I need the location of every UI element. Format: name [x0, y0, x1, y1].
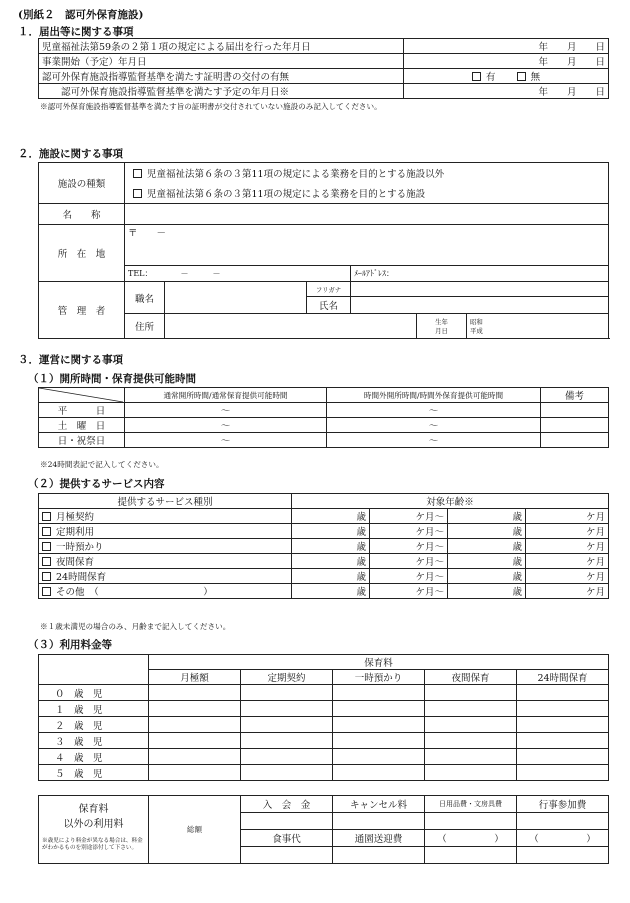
hours-row-saturday: 土 曜 日 — [39, 418, 125, 433]
hours-row-weekday: 平 日 — [39, 403, 125, 418]
fee-cell[interactable] — [241, 701, 333, 717]
start-date-label: 事業開始（予定）年月日 — [39, 54, 404, 69]
fee-age-label: １ 歳 児 — [39, 701, 149, 717]
age-to-years[interactable]: 歳 — [448, 569, 526, 584]
tel-field[interactable]: TEL： － － — [125, 266, 351, 282]
hours-subheading: （１）開所時間・保育提供可能時間 — [28, 373, 196, 385]
fee-col-24h: 24時間保育 — [517, 670, 609, 685]
manager-name-field[interactable] — [351, 297, 609, 314]
age-from-years[interactable]: 歳 — [292, 509, 370, 524]
type-option-1-text: 児童福祉法第６条の３第11項の規定による業務を目的とする施設以外 — [147, 169, 445, 180]
holiday-regular[interactable]: ～ — [125, 433, 327, 448]
other-fees-table — [38, 795, 609, 864]
fee-cell[interactable] — [517, 701, 609, 717]
section-2-heading: ２．施設に関する事項 — [18, 148, 123, 160]
age-from-months[interactable]: ケ月～ — [370, 584, 448, 599]
certificate-label: 認可外保育施設指導監督基準を満たす証明書の交付の有無 — [39, 69, 404, 84]
fee-cell[interactable] — [149, 717, 241, 733]
furigana-field[interactable] — [351, 282, 609, 297]
type-option-2[interactable] — [125, 183, 609, 204]
certificate-options[interactable] — [404, 69, 609, 84]
manager-label: 管 理 者 — [39, 282, 125, 339]
fee-cell[interactable] — [517, 733, 609, 749]
age-to-years[interactable]: 歳 — [448, 509, 526, 524]
section-3-heading: ３．運営に関する事項 — [18, 354, 123, 366]
age-to-years[interactable]: 歳 — [448, 524, 526, 539]
planned-date-label: 認可外保育施設指導監督基準を満たす予定の年月日※ — [39, 84, 404, 99]
service-row — [39, 569, 609, 584]
birth-label-2: 月日 — [435, 327, 448, 335]
weekday-remarks[interactable] — [541, 403, 609, 418]
age-to-months[interactable]: ケ月 — [526, 524, 609, 539]
supplies-fee-label: 日用品費・文房具費 — [425, 796, 517, 813]
fee-cell[interactable] — [425, 701, 517, 717]
hours-note: ※24時間表記で記入してください。 — [40, 460, 164, 469]
admission-fee-value[interactable] — [241, 813, 333, 830]
fees-corner — [39, 655, 149, 685]
meal-fee-label: 食事代 — [241, 830, 333, 847]
checkbox-yes[interactable] — [472, 72, 481, 81]
age-from-years[interactable]: 歳 — [292, 524, 370, 539]
fee-cell[interactable] — [241, 749, 333, 765]
fee-age-label: ５ 歳 児 — [39, 765, 149, 781]
service-checkbox[interactable] — [42, 512, 51, 521]
fee-cell[interactable] — [425, 765, 517, 781]
saturday-regular[interactable]: ～ — [125, 418, 327, 433]
weekday-overtime[interactable]: ～ — [327, 403, 541, 418]
saturday-overtime[interactable]: ～ — [327, 418, 541, 433]
fee-cell[interactable] — [425, 717, 517, 733]
service-row — [39, 554, 609, 569]
age-to-months[interactable]: ケ月 — [526, 584, 609, 599]
fee-cell[interactable] — [241, 765, 333, 781]
age-from-years[interactable]: 歳 — [292, 584, 370, 599]
age-to-months[interactable]: ケ月 — [526, 509, 609, 524]
type-label: 施設の種類 — [39, 163, 125, 204]
fee-row — [39, 765, 609, 781]
services-note: ※１歳未満児の場合のみ、月齢まで記入してください。 — [40, 622, 231, 631]
service-item[interactable] — [39, 584, 292, 599]
section-1-heading: １．届出等に関する事項 — [18, 26, 134, 38]
other-fees-label — [39, 796, 149, 864]
fee-row — [39, 685, 609, 701]
zip-field[interactable]: 〒 － — [125, 225, 609, 266]
weekday-regular[interactable]: ～ — [125, 403, 327, 418]
services-table — [38, 493, 609, 599]
event-fee-label: 行事参加費 — [517, 796, 609, 813]
hours-row-holiday: 日・祝祭日 — [39, 433, 125, 448]
service-checkbox[interactable] — [42, 542, 51, 551]
services-subheading: （２）提供するサービス内容 — [28, 478, 165, 490]
checkbox-no[interactable] — [517, 72, 526, 81]
section-1-note: ※認可外保育施設指導監督基準を満たす旨の証明書が交付されていない施設のみ記入してください。 — [40, 102, 382, 111]
era-showa: 昭和 — [470, 318, 483, 326]
service-label: その他 （ ） — [56, 587, 213, 598]
age-from-months[interactable]: ケ月～ — [370, 524, 448, 539]
age-from-years[interactable]: 歳 — [292, 539, 370, 554]
age-to-months[interactable]: ケ月 — [526, 539, 609, 554]
meal-fee-value[interactable] — [241, 847, 333, 864]
service-label: 一時預かり — [56, 542, 104, 553]
manager-name-label: 氏名 — [307, 297, 351, 314]
fee-cell[interactable] — [517, 685, 609, 701]
type-checkbox-1[interactable] — [133, 169, 142, 178]
job-label: 職名 — [125, 282, 165, 314]
planned-date-value[interactable]: 年 月 日 — [404, 84, 609, 99]
fee-cell[interactable] — [425, 685, 517, 701]
fee-cell[interactable] — [149, 765, 241, 781]
other-label-1: 保育料 — [78, 804, 109, 815]
service-checkbox[interactable] — [42, 527, 51, 536]
fee-row — [39, 749, 609, 765]
services-head-age: 対象年齢※ — [292, 494, 609, 509]
fee-cell[interactable] — [517, 749, 609, 765]
hours-col-regular: 通常開所時間/通常保育提供可能時間 — [125, 388, 327, 403]
service-label: 月極契約 — [56, 512, 95, 523]
fee-age-label: ２ 歳 児 — [39, 717, 149, 733]
event-fee-value[interactable] — [517, 813, 609, 830]
start-date-value[interactable]: 年 月 日 — [404, 54, 609, 69]
service-checkbox[interactable] — [42, 557, 51, 566]
age-to-years[interactable]: 歳 — [448, 539, 526, 554]
admission-fee-label: 入 会 金 — [241, 796, 333, 813]
fees-subheading: （３）利用料金等 — [28, 639, 112, 651]
services-head-type: 提供するサービス種別 — [39, 494, 292, 509]
hours-corner — [39, 388, 125, 403]
age-from-months[interactable]: ケ月～ — [370, 569, 448, 584]
fee-row — [39, 701, 609, 717]
age-to-years[interactable]: 歳 — [448, 554, 526, 569]
service-row — [39, 524, 609, 539]
other-fees-note: ※歳児により料金が異なる場合は、料金がわかるものを別途添付して下さい。 — [42, 838, 143, 851]
fee-cell[interactable] — [241, 717, 333, 733]
fee-cell[interactable] — [517, 717, 609, 733]
transport-fee-value[interactable] — [333, 847, 425, 864]
mail-field[interactable]: ﾒｰﾙｱﾄﾞﾚｽ： — [351, 266, 609, 282]
option-yes: 有 — [485, 72, 496, 83]
custom-fee-1-value[interactable] — [425, 847, 517, 864]
era-heisei: 平成 — [470, 327, 483, 335]
fees-table — [38, 654, 609, 781]
fee-col-temporary: 一時預かり — [333, 670, 425, 685]
total-label: 総額 — [149, 796, 241, 864]
fee-cell[interactable] — [241, 685, 333, 701]
option-no: 無 — [530, 72, 541, 83]
service-item[interactable] — [39, 554, 292, 569]
saturday-remarks[interactable] — [541, 418, 609, 433]
manager-address-label: 住所 — [125, 314, 165, 339]
name-field[interactable] — [125, 204, 609, 225]
cancel-fee-value[interactable] — [333, 813, 425, 830]
holiday-remarks[interactable] — [541, 433, 609, 448]
service-item[interactable] — [39, 569, 292, 584]
document-title: (別紙２ 認可外保育施設) — [18, 9, 144, 21]
service-label: 夜間保育 — [56, 557, 95, 568]
age-to-years[interactable]: 歳 — [448, 584, 526, 599]
fee-cell[interactable] — [425, 749, 517, 765]
other-label-2: 以外の利用料 — [63, 819, 124, 830]
fee-col-regular: 定期契約 — [241, 670, 333, 685]
fee-cell[interactable] — [333, 733, 425, 749]
fee-cell[interactable] — [149, 733, 241, 749]
age-to-months[interactable]: ケ月 — [526, 569, 609, 584]
fee-age-label: ４ 歳 児 — [39, 749, 149, 765]
age-from-months[interactable]: ケ月～ — [370, 554, 448, 569]
fee-cell[interactable] — [149, 685, 241, 701]
fee-cell[interactable] — [241, 733, 333, 749]
service-row — [39, 584, 609, 599]
fee-col-night: 夜間保育 — [425, 670, 517, 685]
custom-fee-2-value[interactable] — [517, 847, 609, 864]
service-item[interactable] — [39, 509, 292, 524]
fee-cell[interactable] — [333, 717, 425, 733]
hours-col-remarks: 備考 — [541, 388, 609, 403]
fee-cell[interactable] — [333, 685, 425, 701]
fee-col-monthly: 月極額 — [149, 670, 241, 685]
service-checkbox[interactable] — [42, 572, 51, 581]
custom-fee-1-label[interactable]: （ ） — [425, 830, 517, 847]
hours-table — [38, 387, 609, 448]
diagonal-line — [39, 388, 123, 402]
birth-label-1: 生年 — [435, 318, 448, 326]
transport-fee-label: 通園送迎費 — [333, 830, 425, 847]
cancel-fee-label: キャンセル料 — [333, 796, 425, 813]
job-field[interactable] — [165, 282, 307, 314]
fees-head: 保育料 — [149, 655, 609, 670]
service-row — [39, 509, 609, 524]
facility-table — [38, 162, 609, 339]
service-row — [39, 539, 609, 554]
fee-row — [39, 733, 609, 749]
name-label: 名 称 — [39, 204, 125, 225]
fee-cell[interactable] — [333, 765, 425, 781]
service-checkbox[interactable] — [42, 587, 51, 596]
supplies-fee-value[interactable] — [425, 813, 517, 830]
age-from-years[interactable]: 歳 — [292, 569, 370, 584]
filing-table — [38, 38, 609, 99]
type-checkbox-2[interactable] — [133, 189, 142, 198]
furigana-label: フリガナ — [307, 282, 351, 297]
age-to-months[interactable]: ケ月 — [526, 554, 609, 569]
age-from-months[interactable]: ケ月～ — [370, 539, 448, 554]
age-from-months[interactable]: ケ月～ — [370, 509, 448, 524]
filing-date-value[interactable]: 年 月 日 — [404, 39, 609, 54]
fee-cell[interactable] — [517, 765, 609, 781]
address-label: 所 在 地 — [39, 225, 125, 282]
birth-label — [417, 314, 467, 339]
service-label: 定期利用 — [56, 527, 95, 538]
fee-cell[interactable] — [149, 749, 241, 765]
type-option-1[interactable] — [125, 163, 609, 184]
manager-address-field[interactable] — [165, 314, 417, 339]
fee-age-label: ３ 歳 児 — [39, 733, 149, 749]
holiday-overtime[interactable]: ～ — [327, 433, 541, 448]
fee-age-label: ０ 歳 児 — [39, 685, 149, 701]
fee-cell[interactable] — [333, 701, 425, 717]
service-item[interactable] — [39, 539, 292, 554]
fee-row — [39, 717, 609, 733]
era-options[interactable] — [467, 314, 609, 339]
fee-cell[interactable] — [333, 749, 425, 765]
type-option-2-text: 児童福祉法第６条の３第11項の規定による業務を目的とする施設 — [147, 189, 426, 200]
service-label: 24時間保育 — [56, 572, 107, 583]
fee-cell[interactable] — [425, 733, 517, 749]
fee-cell[interactable] — [149, 701, 241, 717]
age-from-years[interactable]: 歳 — [292, 554, 370, 569]
custom-fee-2-label[interactable]: （ ） — [517, 830, 609, 847]
service-item[interactable] — [39, 524, 292, 539]
filing-date-label: 児童福祉法第59条の２第１項の規定による届出を行った年月日 — [39, 39, 404, 54]
hours-col-overtime: 時間外開所時間/時間外保育提供可能時間 — [327, 388, 541, 403]
